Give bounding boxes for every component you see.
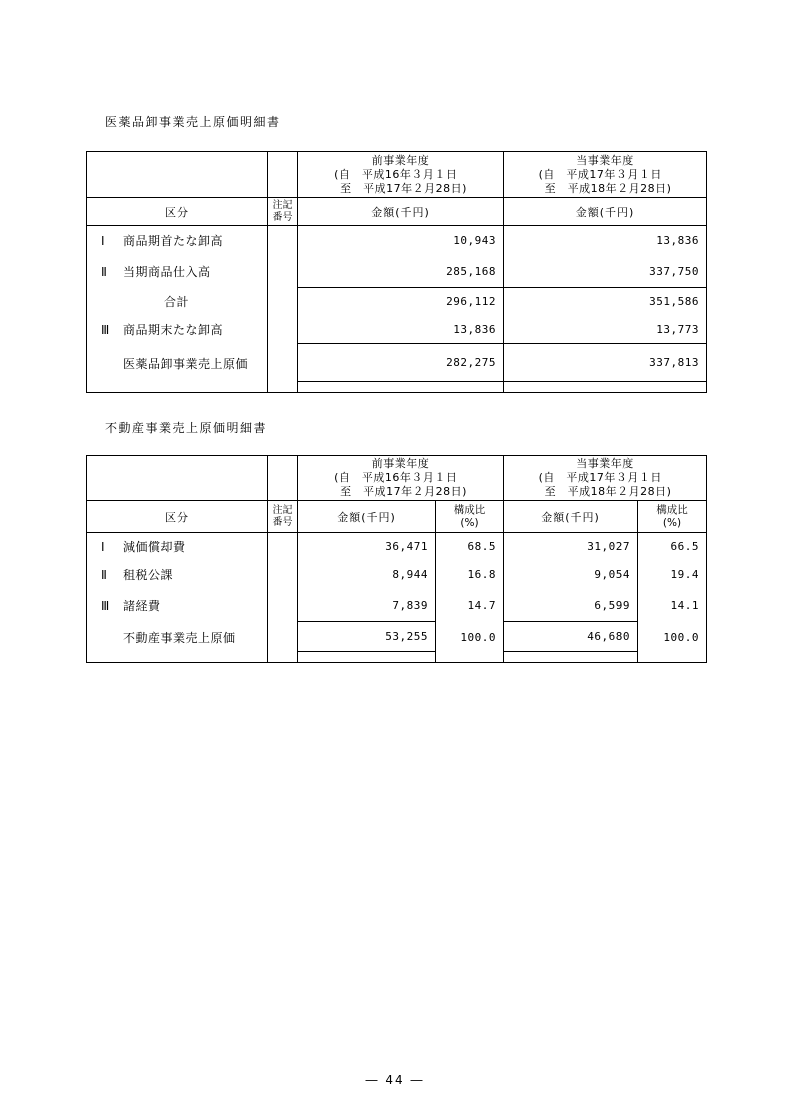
amount-cell: 10,943 <box>298 226 504 255</box>
empty-value-cell <box>298 382 504 392</box>
empty-value-cell <box>504 382 706 392</box>
table-row <box>87 589 706 622</box>
table-row <box>87 560 706 589</box>
realestate-table-title: 不動産事業売上原価明細書 <box>105 421 268 435</box>
cur-period-from: (自 平成17年３月１日 <box>538 471 662 484</box>
prev-period-to: 至 平成17年２月28日) <box>340 181 467 195</box>
amount-cell: 8,944 <box>298 560 436 589</box>
table-row <box>87 226 706 255</box>
ratio-cell: 14.1 <box>670 599 699 612</box>
cur-amount-header: 金額(千円) <box>504 198 706 226</box>
amount-cell: 13,836 <box>656 234 699 247</box>
amount-cell: 337,813 <box>504 344 706 382</box>
ratio-header-line2: (%) <box>662 516 682 529</box>
cur-period-dates <box>539 168 672 196</box>
note-header-line2: 番号 <box>272 516 293 528</box>
amount-cell: 53,255 <box>298 622 436 652</box>
ratio-cell: 100.0 <box>436 622 504 652</box>
prev-period-title: 前事業年度 <box>371 153 430 167</box>
note-cell <box>268 560 298 589</box>
row-numeral: Ⅲ <box>101 598 110 613</box>
cur-period-title: 当事業年度 <box>576 153 634 167</box>
empty-label-cell <box>87 382 268 392</box>
table-row <box>87 255 706 288</box>
row-numeral: Ⅱ <box>101 264 108 279</box>
kubun-header: 区分 <box>87 198 268 226</box>
empty-note-cell <box>268 382 298 392</box>
ratio-header-line1: 構成比 <box>453 503 486 516</box>
cur-amount-header: 金額(千円) <box>504 501 638 533</box>
prev-amount-header: 金額(千円) <box>298 198 504 226</box>
note-cell <box>268 226 298 255</box>
row-label-cell <box>87 315 268 344</box>
note-cell <box>268 622 298 652</box>
table-row <box>87 315 706 344</box>
prev-period-dates <box>334 471 467 499</box>
note-header-line2: 番号 <box>272 211 293 223</box>
empty-value-cell <box>504 652 638 662</box>
pharma-table-body <box>87 226 706 392</box>
row-label-cell <box>87 344 268 382</box>
row-label: 医薬品卸事業売上原価 <box>123 356 249 371</box>
prev-period-from: (自 平成16年３月１日 <box>334 167 458 181</box>
row-label-cell <box>87 288 268 315</box>
blank-note-cell <box>268 152 298 198</box>
table-row <box>87 622 706 652</box>
prev-period-title: 前事業年度 <box>371 457 430 470</box>
realestate-cost-table <box>86 455 707 663</box>
amount-cell: 337,750 <box>504 255 706 288</box>
row-label-cell <box>87 533 268 560</box>
row-label-cell <box>87 255 268 288</box>
cur-period-dates <box>539 471 672 499</box>
ratio-cell: 19.4 <box>670 568 699 581</box>
note-cell <box>268 255 298 288</box>
amount-cell: 282,275 <box>298 344 504 382</box>
table-row <box>87 533 706 560</box>
note-cell <box>268 315 298 344</box>
row-label: 不動産事業売上原価 <box>123 630 236 645</box>
amount-cell: 46,680 <box>504 622 638 652</box>
prev-period-to: 至 平成17年２月28日) <box>340 485 467 498</box>
cur-period-header <box>504 152 706 198</box>
row-label: 当期商品仕入高 <box>123 265 211 279</box>
table-row <box>87 288 706 315</box>
row-label-cell <box>87 560 268 589</box>
amount-cell: 31,027 <box>504 533 638 560</box>
amount-cell: 6,599 <box>504 589 638 622</box>
ratio-cell: 100.0 <box>663 630 699 644</box>
empty-value-cell <box>436 652 504 662</box>
empty-value-cell <box>638 652 706 662</box>
prev-amount-header: 金額(千円) <box>298 501 436 533</box>
empty-bottom-row <box>87 652 706 662</box>
prev-period-header <box>298 152 504 198</box>
row-numeral: Ⅰ <box>101 233 106 248</box>
column-header-row <box>87 198 706 226</box>
empty-label-cell <box>87 652 268 662</box>
amount-cell: 13,836 <box>298 315 504 344</box>
prev-period-from: (自 平成16年３月１日 <box>334 471 458 484</box>
cur-period-to: 至 平成18年２月28日) <box>544 485 672 498</box>
kubun-header: 区分 <box>87 501 268 533</box>
amount-cell: 36,471 <box>298 533 436 560</box>
ratio-cell: 66.5 <box>670 540 699 553</box>
amount-cell: 351,586 <box>649 295 699 308</box>
period-header-row <box>87 152 706 198</box>
empty-bottom-row <box>87 382 706 392</box>
cur-period-from: (自 平成17年３月１日 <box>538 167 662 181</box>
realestate-table-body <box>87 533 706 662</box>
empty-note-cell <box>268 652 298 662</box>
prev-ratio-header <box>436 501 504 533</box>
row-label: 減価償却費 <box>123 540 186 554</box>
table-row <box>87 344 706 382</box>
ratio-cell: 14.7 <box>436 589 504 622</box>
column-header-row <box>87 501 706 533</box>
row-label-cell <box>87 589 268 622</box>
row-label: 租税公課 <box>123 568 174 582</box>
note-number-header <box>268 198 298 226</box>
empty-value-cell <box>298 652 436 662</box>
row-numeral: Ⅱ <box>101 567 108 582</box>
row-numeral: Ⅲ <box>101 322 110 337</box>
prev-period-header <box>298 456 504 501</box>
amount-cell: 7,839 <box>298 589 436 622</box>
row-label: 諸経費 <box>123 599 161 613</box>
row-label: 合計 <box>164 295 190 309</box>
note-cell <box>268 288 298 315</box>
row-label-cell <box>87 226 268 255</box>
note-cell <box>268 344 298 382</box>
blank-note-cell <box>268 456 298 501</box>
note-cell <box>268 533 298 560</box>
row-label: 商品期末たな卸高 <box>123 323 224 337</box>
note-cell <box>268 589 298 622</box>
prev-period-dates <box>334 168 467 196</box>
cur-ratio-header <box>638 501 706 533</box>
blank-corner-cell <box>87 152 268 198</box>
pharma-cost-table <box>86 151 707 393</box>
amount-cell: 285,168 <box>298 255 504 288</box>
amount-cell: 13,773 <box>504 315 706 344</box>
cur-period-title: 当事業年度 <box>576 457 634 470</box>
row-label: 商品期首たな卸高 <box>123 234 224 248</box>
row-numeral: Ⅰ <box>101 539 106 554</box>
blank-corner-cell <box>87 456 268 501</box>
ratio-cell: 16.8 <box>436 560 504 589</box>
amount-cell: 296,112 <box>298 288 504 315</box>
period-header-row <box>87 456 706 501</box>
amount-cell: 9,054 <box>504 560 638 589</box>
note-header-line1: 注記 <box>272 199 293 211</box>
ratio-cell: 68.5 <box>436 533 504 560</box>
note-number-header <box>268 501 298 533</box>
note-header-line1: 注記 <box>272 504 293 516</box>
cur-period-header <box>504 456 706 501</box>
ratio-header-line2: (%) <box>460 516 479 529</box>
ratio-header-line1: 構成比 <box>656 503 688 516</box>
page-number: ― 44 ― <box>365 1073 425 1087</box>
pharma-table-title: 医薬品卸事業売上原価明細書 <box>105 115 281 129</box>
cur-period-to: 至 平成18年２月28日) <box>544 181 672 195</box>
row-label-cell <box>87 622 268 652</box>
